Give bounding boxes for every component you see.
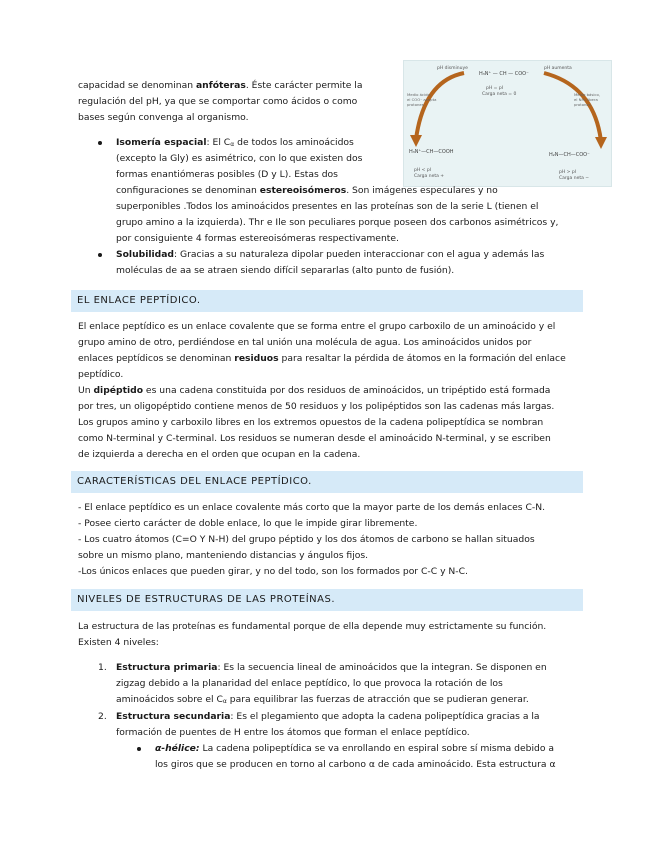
enlace-line-9: de izquierda a derecha en el orden que ocupan en la cadena. [78,449,361,460]
amino-acid-ph-figure [403,60,612,187]
list-number-2: 2. [98,711,107,722]
svg-text:Medio ácido,: Medio ácido, [407,92,432,97]
solubilidad-line-1: Solubilidad: Gracias a su naturaleza dipolar pueden interaccionar con el agua y además las [116,249,545,260]
intro-line-1: capacidad se denominan anfóteras. Éste carácter permite la [78,80,363,91]
section-header-caracteristicas: CARACTERÍSTICAS DEL ENLACE PEPTÍDICO. [71,471,583,493]
svg-text:Carga neta −: Carga neta − [559,176,590,181]
bullet-solubilidad [98,253,102,257]
svg-text:protones: protones [574,102,591,107]
svg-text:pH disminuye: pH disminuye [437,66,468,71]
svg-text:pH > pI: pH > pI [559,170,577,175]
svg-text:pH < pI: pH < pI [414,168,432,173]
helice-line-1: α-hélice: La cadena polipeptídica se va enrollando en espiral sobre sí misma debido a [155,743,555,754]
niveles-line-1: La estructura de las proteínas es fundamental porque de ella depende muy estrictamente su función. [78,621,547,632]
secundaria-line-2: formación de puentes de H entre los átomos que forman el enlace peptídico. [116,727,470,738]
isomeria-line-7: por consiguiente 4 formas estereoisómeras respectivamente. [116,233,399,244]
svg-text:H₂N—CH—COO⁻: H₂N—CH—COO⁻ [549,152,590,158]
caracteristicas-line-5: -Los únicos enlaces que pueden girar, y no del todo, son los formados por C-C y N-C. [78,566,468,577]
enlace-line-5: Un dipéptido es una cadena constituida por dos residuos de aminoácidos, un tripéptido está formada [78,385,551,396]
enlace-line-1: El enlace peptídico es un enlace covalente que se forma entre el grupo carboxilo de un aminoácido y el [78,321,556,332]
enlace-line-2: grupo amino de otro, perdiéndose en tal unión una molécula de agua. Los aminoácidos unidos por [78,337,532,348]
arrowhead-right [595,137,607,149]
arrow-right [544,73,601,141]
svg-text:pH aumenta: pH aumenta [544,66,572,71]
arrowhead-left [410,135,422,147]
primaria-line-3: aminoácidos sobre el Cα para equilibrar las fuerzas de atracción que se pudieran generar. [116,694,529,705]
enlace-line-6: por tres, un oligopéptido contiene menos de 50 residuos y los polipéptidos son las cadenas más largas. [78,401,555,412]
secundaria-line-1: Estructura secundaria: Es el plegamiento que adopta la cadena polipeptídica gracias a la [116,711,540,722]
intro-line-2: regulación del pH, ya que se comportar como ácidos o como [78,96,358,107]
svg-text:protones: protones [407,102,424,107]
svg-text:H₃N⁺—CH—COOH: H₃N⁺—CH—COOH [409,149,454,155]
enlace-line-8: como N-terminal y C-terminal. Los residuos se numeran desde el aminoácido N-terminal, y se escriben [78,433,551,444]
section-header-niveles: NIVELES DE ESTRUCTURAS DE LAS PROTEÍNAS. [71,589,583,611]
enlace-line-4: peptídico. [78,369,124,380]
svg-text:el NH₃ libera: el NH₃ libera [574,97,598,102]
enlace-line-3: enlaces peptídicos se denominan residuos para resaltar la pérdida de átomos en la formación del enlace [78,353,566,364]
caracteristicas-line-2: - Posee cierto carácter de doble enlace, lo que le impide girar libremente. [78,518,418,529]
list-number-1: 1. [98,662,107,673]
caracteristicas-line-3: - Los cuatro átomos (C=O Y N-H) del grupo péptido y los dos átomos de carbono se hallan situados [78,534,535,545]
bullet-isomeria [98,141,102,145]
svg-text:el COO⁻ acepta: el COO⁻ acepta [407,97,437,102]
isomeria-line-2: (excepto la Gly) es asimétrico, con lo que existen dos [116,153,363,164]
isomeria-line-3: formas enantiómeras posibles (D y L). Estas dos [116,169,338,180]
isomeria-line-5: superponibles .Todos los aminoácidos presentes en las proteínas son de la serie L (tienen el [116,201,539,212]
enlace-line-7: Los grupos amino y carboxilo libres en los extremos opuestos de la cadena polipeptídica se nombran [78,417,544,428]
svg-text:H₃N⁺ — CH — COO⁻: H₃N⁺ — CH — COO⁻ [479,71,529,77]
niveles-line-2: Existen 4 niveles: [78,637,159,648]
isomeria-line-4: configuraciones se denominan estereoisómeros. Son imágenes especulares y no [116,185,498,196]
caracteristicas-line-1: - El enlace peptídico es un enlace covalente más corto que la mayor parte de los demás enlaces C-N. [78,502,546,513]
caracteristicas-line-4: sobre un mismo plano, manteniendo distancias y ángulos fijos. [78,550,369,561]
primaria-line-2: zigzag debido a la planaridad del enlace peptídico, lo que provoca la rotación de los [116,678,503,689]
svg-text:Medio básico,: Medio básico, [574,92,600,97]
svg-text:pH = pI: pH = pI [486,86,504,91]
isomeria-line-1: Isomería espacial: El Cα de todos los aminoácidos [116,137,354,148]
isomeria-line-6: grupo amino a la izquierda). Thr e Ile son peculiares porque poseen dos carbonos asimétricos y, [116,217,559,228]
primaria-line-1: Estructura primaria: Es la secuencia lineal de aminoácidos que la integran. Se disponen en [116,662,547,673]
intro-line-3: bases según convenga al organismo. [78,112,249,123]
solubilidad-line-2: moléculas de aa se atraen siendo difícil separarlas (alto punto de fusión). [116,265,455,276]
section-header-enlace: EL ENLACE PEPTÍDICO. [71,290,583,312]
svg-text:Carga neta +: Carga neta + [414,174,445,179]
svg-text:Carga neta = 0: Carga neta = 0 [482,92,517,97]
helice-line-2: los giros que se producen en torno al carbono α de cada aminoácido. Esta estructura α [155,759,556,770]
bullet-helice [137,747,141,751]
